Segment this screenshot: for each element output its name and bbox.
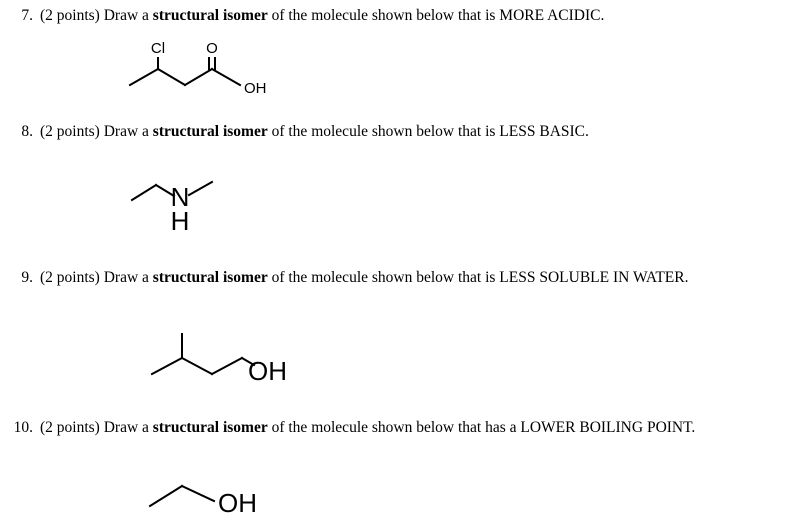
question-10-text xyxy=(40,418,790,439)
bond-c3-c2 xyxy=(182,358,212,374)
question-10-bold: structural isomer xyxy=(152,419,268,436)
atom-label-oh: OH xyxy=(248,356,287,386)
bond-c1-c2 xyxy=(150,486,182,506)
question-9-text xyxy=(40,268,790,289)
question-10 xyxy=(10,418,790,439)
atom-label-n: N xyxy=(170,182,190,212)
structure-n-methylethanamine xyxy=(130,168,290,238)
structure-3-methylbutan-1-ol xyxy=(130,322,310,390)
question-10-suffix: of the molecule shown below that has a LOWER BOILING POINT. xyxy=(267,419,696,436)
question-8-bold: structural isomer xyxy=(152,123,268,140)
atom-label-o: O xyxy=(206,40,218,57)
structure-ethanol xyxy=(140,468,300,524)
atom-label-oh: OH xyxy=(218,488,257,518)
bond-c4-c3 xyxy=(152,358,182,374)
bond-c1-c2 xyxy=(132,185,156,200)
bond-n-c3 xyxy=(189,182,212,195)
structure-3-chlorobutanoic-acid xyxy=(120,38,310,103)
question-10-number: 10. xyxy=(13,419,33,436)
question-9-bold: structural isomer xyxy=(152,269,268,286)
question-10-prefix: (2 points) Draw a xyxy=(40,419,153,436)
question-7-number: 7. xyxy=(21,7,33,24)
question-9-number: 9. xyxy=(21,269,33,286)
bond-c1-c2 xyxy=(130,69,158,85)
question-7-text xyxy=(40,6,790,27)
bond-c2-oh xyxy=(182,486,214,501)
question-9-suffix: of the molecule shown below that is LESS SOLUBLE IN WATER. xyxy=(267,269,689,286)
question-8-number: 8. xyxy=(21,123,33,140)
question-7-bold: structural isomer xyxy=(152,7,268,24)
bond-c4-oh xyxy=(212,69,240,85)
question-8 xyxy=(10,122,790,143)
question-7-prefix: (2 points) Draw a xyxy=(40,7,153,24)
question-9-prefix: (2 points) Draw a xyxy=(40,269,153,286)
atom-label-cl: Cl xyxy=(150,40,166,57)
atom-label-oh: OH xyxy=(244,80,267,97)
question-9 xyxy=(10,268,790,289)
atom-label-h: H xyxy=(170,206,190,236)
question-8-text xyxy=(40,122,790,143)
question-7 xyxy=(10,6,790,27)
question-7-suffix: of the molecule shown below that is MORE ACIDIC. xyxy=(267,7,605,24)
question-8-prefix: (2 points) Draw a xyxy=(40,123,153,140)
bond-c3-c4 xyxy=(185,69,212,85)
question-8-suffix: of the molecule shown below that is LESS BASIC. xyxy=(267,123,589,140)
bond-c2-c3 xyxy=(158,69,185,85)
bond-c2-c1 xyxy=(212,358,242,374)
